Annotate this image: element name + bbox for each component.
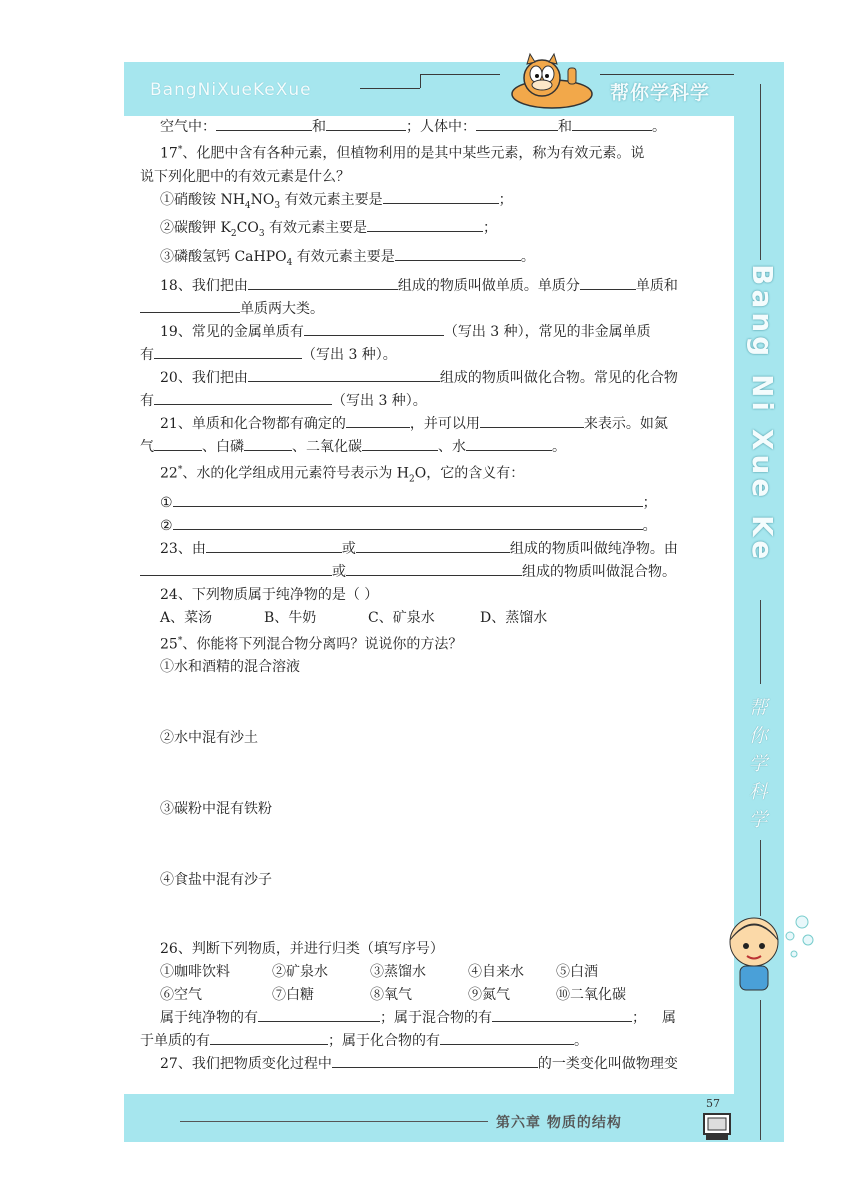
q17-item1: ①硝酸铵 $NH_4NO_3$ 有效元素主要是 ； [140,189,724,218]
footer-chapter: 第六章 物质的结构 [496,1115,622,1131]
blank[interactable] [210,1030,328,1045]
q27-line1: 27、我们把物质变化过程中 的一类变化叫做物理变 [140,1053,724,1076]
header-title: 帮你学科学 [610,82,711,104]
line-air-body: 空气中： 和 ；人体中： 和 。 [140,116,724,139]
q26-line3: 属于纯净物的有 ；属于混合物的有 ； 属 [140,1007,724,1030]
answer-space[interactable] [140,679,724,727]
option-c[interactable]: C、矿泉水 [368,609,435,626]
page-number: 57 [706,1097,720,1110]
header-rule-step [420,74,421,88]
substance-item: ⑧氧气 [370,987,412,1004]
answer-space[interactable] [140,750,724,798]
header-brand: BangNiXueKeXue [150,80,312,100]
q25-stem: 25*、你能将下列混合物分离吗？说说你的方法？ [160,635,463,653]
option-d[interactable]: D、蒸馏水 [480,609,548,626]
kid-mascot-icon [716,910,820,1000]
q26-row2 [140,984,724,1007]
header-rule-top [420,74,500,75]
q17-item3: ③磷酸氢钙 CaHPO$_4$ 有效元素主要是 。 [140,246,724,275]
blank[interactable] [326,116,406,131]
blank[interactable] [154,436,202,451]
substance-item: ⑥空气 [160,987,202,1004]
q18-line2: 单质两大类。 [140,298,724,321]
blank[interactable] [140,298,240,313]
q23-line2: 或 组成的物质叫做混合物。 [140,561,724,584]
blank[interactable] [572,116,652,131]
q23-line1: 23、由 或 组成的物质叫做纯净物。由 [140,538,724,561]
blank[interactable] [367,217,483,232]
blank[interactable] [173,515,643,530]
header-rule [360,88,420,89]
side-brand: Bang Ni Xue Ke [746,264,779,564]
substance-item: ⑨氮气 [468,987,510,1004]
blank[interactable] [248,275,398,290]
blank[interactable] [248,367,440,382]
blank[interactable] [580,275,636,290]
tv-icon [702,1112,732,1142]
blank[interactable] [258,1007,380,1022]
blank[interactable] [332,1053,538,1068]
substance-item: ⑦白糖 [272,987,314,1004]
header-rule-right [600,74,734,75]
side-rule-mid [760,600,761,684]
q19-line2: 有 （写出 3 种）。 [140,344,724,367]
question-content [140,116,724,1076]
blank[interactable] [244,436,292,451]
blank[interactable] [140,561,332,576]
q25-item4: ④食盐中混有沙子 [160,872,272,889]
q19-line1: 19、常见的金属单质有 （写出 3 种），常见的非金属单质 [140,321,724,344]
footer-band [124,1094,784,1142]
q21-line2: 气 、白磷 、二氧化碳 、水 。 [140,436,724,459]
q17-stem: 17*、化肥中含有各种元素，但植物利用的是其中某些元素，称为有效元素。说 [160,145,645,162]
q22-answer1: ① ； [140,492,724,515]
q26-stem: 26、判断下列物质，并进行归类（填写序号） [160,941,444,958]
blank[interactable] [154,344,302,359]
side-rule-bottom [760,1000,761,1140]
cat-mascot-icon [502,50,602,112]
blank[interactable] [304,321,444,336]
blank[interactable] [466,436,552,451]
q22-stem: 22*、水的化学组成用元素符号表示为 $H_2O$，它的含义有： [160,465,525,485]
blank[interactable] [395,246,521,261]
footer-rule [180,1121,488,1122]
q25-item3: ③碳粉中混有铁粉 [160,801,272,818]
blank[interactable] [346,561,522,576]
q24-options [140,607,724,630]
q21-line1: 21、单质和化合物都有确定的 ，并可以用 来表示。如氮 [140,413,724,436]
side-title: 帮你学科学 [748,697,768,831]
substance-item: ③蒸馏水 [370,964,426,981]
blank[interactable] [492,1007,632,1022]
side-rule-low [760,840,761,916]
substance-item: ②矿泉水 [272,964,328,981]
q17-stem-cont: 说下列化肥中的有效元素是什么？ [140,168,350,185]
q24-stem: 24、下列物质属于纯净物的是（ ） [160,586,379,603]
option-a[interactable]: A、菜汤 [160,609,213,626]
option-b[interactable]: B、牛奶 [264,609,317,626]
blank[interactable] [356,538,510,553]
substance-item: ⑤白酒 [556,964,598,981]
blank[interactable] [206,538,342,553]
blank[interactable] [383,189,499,204]
blank[interactable] [480,413,584,428]
substance-item: ⑩二氧化碳 [556,987,626,1004]
blank[interactable] [154,390,332,405]
q25-item2: ②水中混有沙土 [160,730,258,747]
substance-item: ④自来水 [468,964,524,981]
q25-item1: ①水和酒精的混合溶液 [160,659,300,676]
q17-item2: ②碳酸钾 $K_2CO_3$ 有效元素主要是 ； [140,217,724,246]
answer-space[interactable] [140,892,724,938]
blank[interactable] [346,413,410,428]
q20-line1: 20、我们把由 组成的物质叫做化合物。常见的化合物 [140,367,724,390]
substance-item: ①咖啡饮料 [160,964,230,981]
blank[interactable] [476,116,558,131]
side-rule-top [760,84,761,260]
blank[interactable] [173,492,643,507]
answer-space[interactable] [140,821,724,869]
q18-line1: 18、我们把由 组成的物质叫做单质。单质分 单质和 [140,275,724,298]
q20-line2: 有 （写出 3 种）。 [140,390,724,413]
blank[interactable] [362,436,438,451]
q26-row1 [140,961,724,984]
q22-answer2: ② 。 [140,515,724,538]
blank[interactable] [440,1030,574,1045]
q26-line4: 于单质的有 ；属于化合物的有 。 [140,1030,724,1053]
blank[interactable] [216,116,312,131]
